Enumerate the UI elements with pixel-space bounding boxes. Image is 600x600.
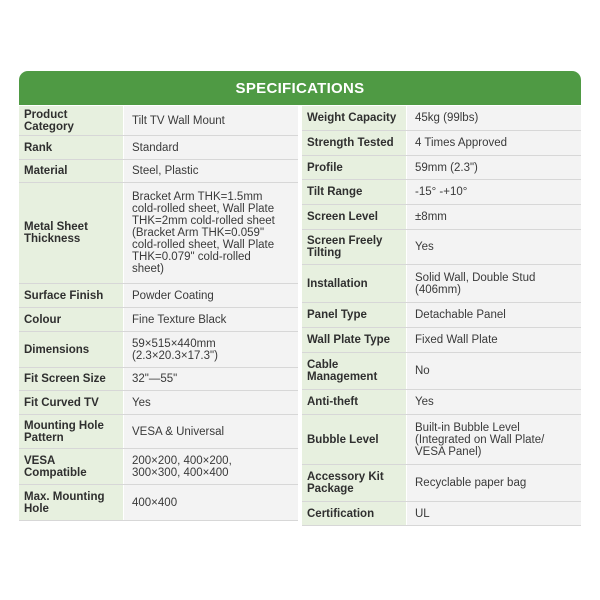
spec-label: Installation	[302, 265, 406, 302]
spec-label: Dimensions	[19, 332, 123, 367]
spec-value: Fine Texture Black	[123, 308, 298, 331]
spec-label: Rank	[19, 136, 123, 159]
spec-value: 400×400	[123, 485, 298, 520]
spec-value: Steel, Plastic	[123, 160, 298, 182]
spec-row	[19, 308, 298, 332]
spec-value: 4 Times Approved	[406, 131, 581, 155]
spec-value: Powder Coating	[123, 284, 298, 307]
spec-row	[302, 353, 581, 390]
spec-row	[19, 485, 298, 521]
spec-label: Fit Curved TV	[19, 391, 123, 414]
spec-value: 59×515×440mm (2.3×20.3×17.3")	[123, 332, 298, 367]
spec-row	[302, 156, 581, 180]
spec-label: Surface Finish	[19, 284, 123, 307]
spec-label: Cable Management	[302, 353, 406, 389]
spec-value: VESA & Universal	[123, 415, 298, 448]
spec-row	[302, 502, 581, 526]
spec-row	[19, 183, 298, 284]
spec-row	[302, 415, 581, 465]
spec-label: Colour	[19, 308, 123, 331]
spec-label: Bubble Level	[302, 415, 406, 464]
spec-row	[302, 328, 581, 353]
spec-value: Built-in Bubble Level (Integrated on Wall Plate/ VESA Panel)	[406, 415, 581, 464]
spec-row	[302, 303, 581, 328]
spec-value: 200×200, 400×200, 300×300, 400×400	[123, 449, 298, 484]
spec-row	[19, 332, 298, 368]
spec-value: Recyclable paper bag	[406, 465, 581, 501]
spec-label: VESA Compatible	[19, 449, 123, 484]
spec-label: Wall Plate Type	[302, 328, 406, 352]
spec-value: Yes	[123, 391, 298, 414]
spec-row	[302, 390, 581, 415]
spec-label: Strength Tested	[302, 131, 406, 155]
spec-row	[302, 106, 581, 131]
spec-value: No	[406, 353, 581, 389]
spec-value: 59mm (2.3")	[406, 156, 581, 179]
spec-value: Yes	[406, 230, 581, 264]
spec-label: Max. Mounting Hole	[19, 485, 123, 520]
spec-label: Screen Freely Tilting	[302, 230, 406, 264]
spec-row	[302, 131, 581, 156]
spec-label: Accessory Kit Package	[302, 465, 406, 501]
spec-row	[19, 160, 298, 183]
spec-label: Anti-theft	[302, 390, 406, 414]
spec-row	[19, 449, 298, 485]
specifications-header: SPECIFICATIONS	[19, 71, 581, 105]
spec-label: Product Category	[19, 106, 123, 135]
spec-row	[302, 180, 581, 205]
spec-label: Panel Type	[302, 303, 406, 327]
spec-value: Fixed Wall Plate	[406, 328, 581, 352]
spec-label: Fit Screen Size	[19, 368, 123, 390]
spec-value: Standard	[123, 136, 298, 159]
spec-row	[19, 106, 298, 136]
right-spec-column	[302, 106, 581, 526]
spec-value: Yes	[406, 390, 581, 414]
spec-row	[19, 284, 298, 308]
spec-label: Tilt Range	[302, 180, 406, 204]
spec-value: Detachable Panel	[406, 303, 581, 327]
specifications-table	[19, 71, 581, 526]
spec-value: -15° -+10°	[406, 180, 581, 204]
left-spec-column	[19, 106, 298, 526]
spec-label: Certification	[302, 502, 406, 525]
spec-value: 45kg (99lbs)	[406, 106, 581, 130]
spec-row	[19, 415, 298, 449]
spec-row	[302, 265, 581, 303]
spec-row	[19, 368, 298, 391]
spec-label: Weight Capacity	[302, 106, 406, 130]
spec-row	[19, 391, 298, 415]
spec-label: Metal Sheet Thickness	[19, 183, 123, 283]
spec-value: Tilt TV Wall Mount	[123, 106, 298, 135]
spec-row	[302, 230, 581, 265]
spec-row	[302, 465, 581, 502]
spec-value: Bracket Arm THK=1.5mm cold-rolled sheet, Wall Plate THK=2mm cold-rolled sheet (Bracket Arm THK=0.059" cold-rolled sheet, Wall Plate THK=0.079" cold-rolled sheet)	[123, 183, 298, 283]
spec-label: Profile	[302, 156, 406, 179]
spec-label: Mounting Hole Pattern	[19, 415, 123, 448]
spec-value: Solid Wall, Double Stud (406mm)	[406, 265, 581, 302]
spec-value: ±8mm	[406, 205, 581, 229]
spec-row	[19, 136, 298, 160]
spec-label: Material	[19, 160, 123, 182]
spec-value: UL	[406, 502, 581, 525]
spec-label: Screen Level	[302, 205, 406, 229]
spec-value: 32"—55"	[123, 368, 298, 390]
spec-row	[302, 205, 581, 230]
